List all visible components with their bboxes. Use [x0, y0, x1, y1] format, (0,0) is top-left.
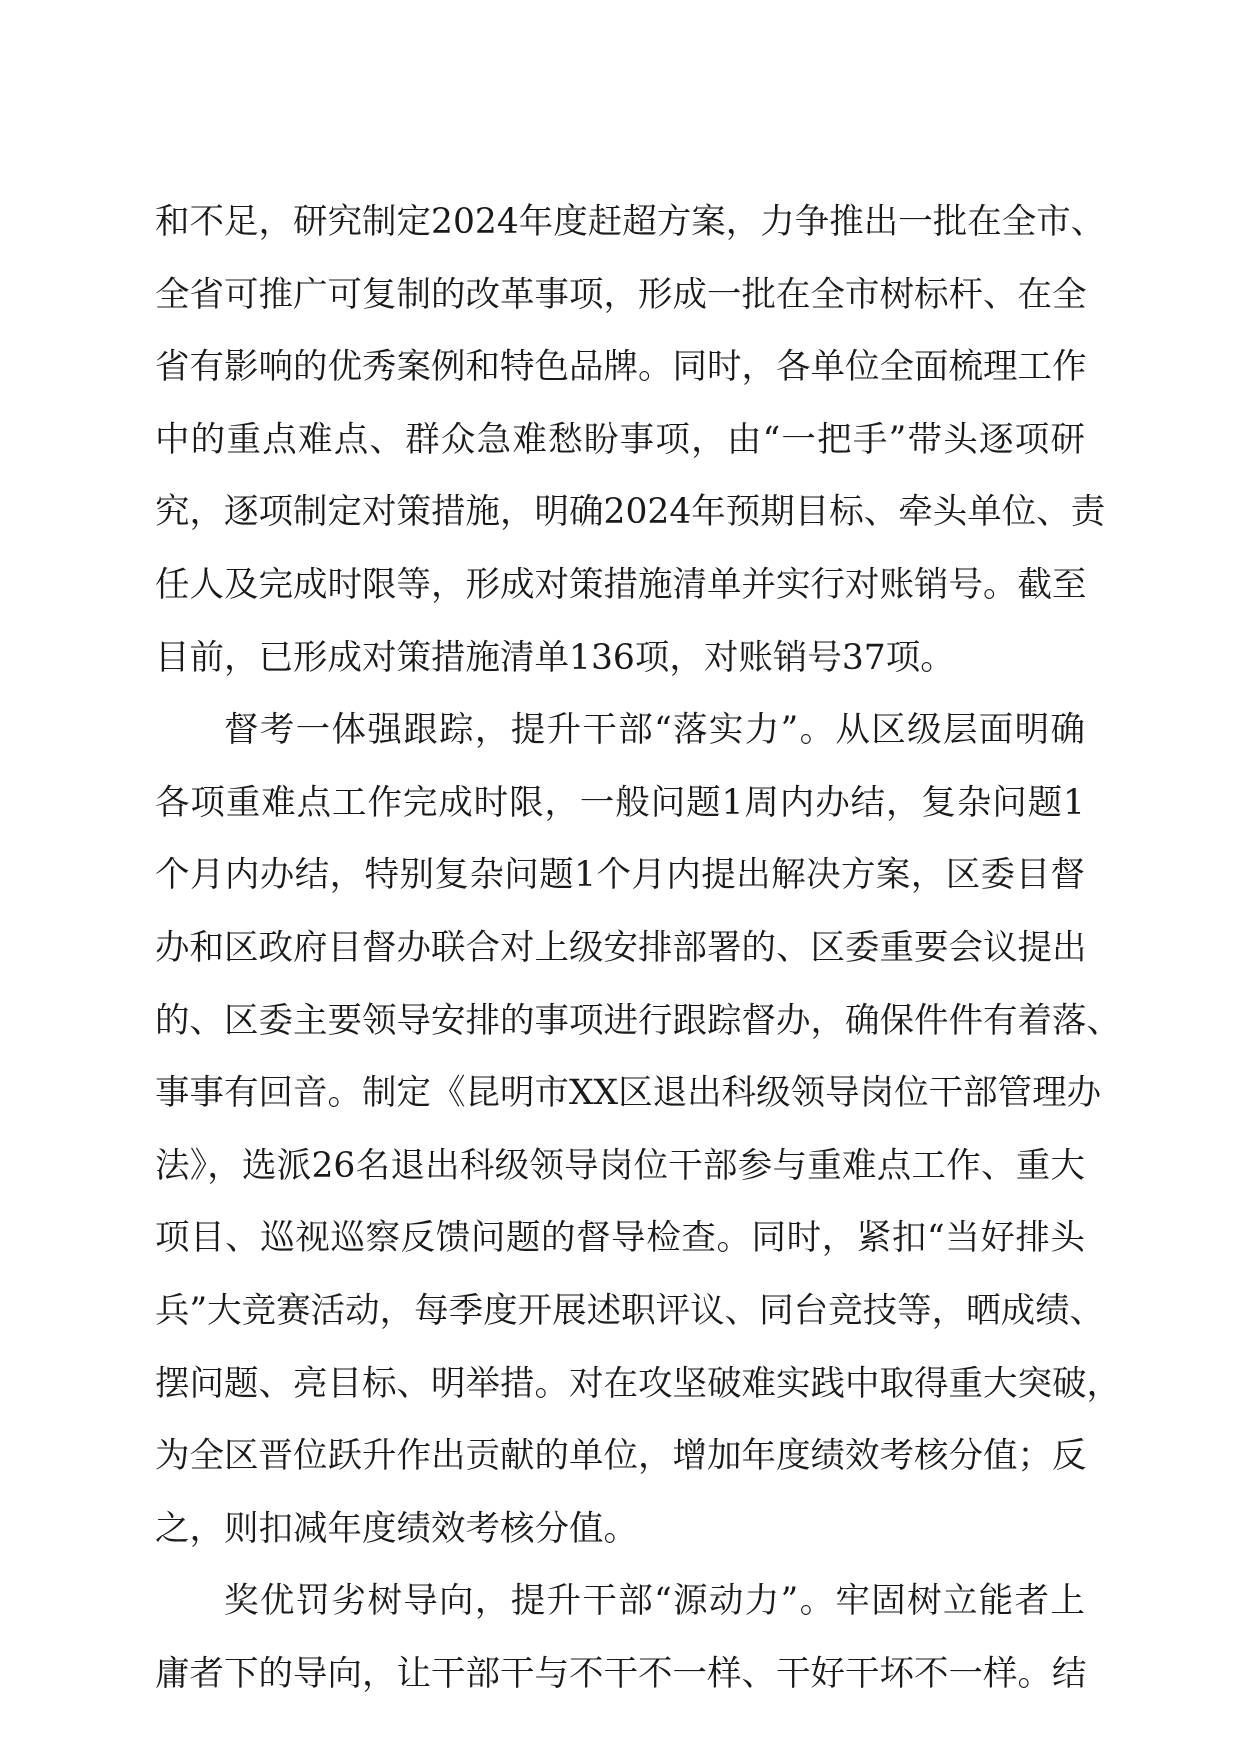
- text-line: 法》，选派26名退出科级领导岗位干部参与重难点工作、重大: [155, 1145, 1085, 1186]
- text-line: 各项重难点工作完成时限，一般问题1周内办结，复杂问题1: [155, 782, 1085, 823]
- text-line: 兵”大竞赛活动，每季度开展述职评议、同台竞技等，晒成绩、: [155, 1290, 1105, 1331]
- paragraph-heading-line: 督考一体强跟踪，提升干部“落实力”。从区级层面明确: [224, 710, 1085, 751]
- text-line: 目前，已形成对策措施清单136项，对账销号37项。: [155, 637, 955, 678]
- text-line: 个月内办结，特别复杂问题1个月内提出解决方案，区委目督: [155, 855, 1085, 896]
- text-line: 究，逐项制定对策措施，明确2024年预期目标、牵头单位、责: [155, 492, 1106, 533]
- body-text: [155, 186, 1121, 1710]
- text-line: 全省可推广可复制的改革事项，形成一批在全市树标杆、在全: [155, 274, 1087, 315]
- text-line: 项目、巡视巡察反馈问题的督导检查。同时，紧扣“当好排头: [155, 1218, 1085, 1259]
- text-line: 事事有回音。制定《昆明市XX区退出科级领导岗位干部管理办: [155, 1073, 1102, 1114]
- text-line: 办和区政府目督办联合对上级安排部署的、区委重要会议提出: [155, 927, 1087, 968]
- text-line: 为全区晋位跃升作出贡献的单位，增加年度绩效考核分值；反: [155, 1436, 1087, 1477]
- text-line: 和不足，研究制定2024年度赶超方案，力争推出一批在全市、: [155, 202, 1106, 242]
- text-line: 庸者下的导向，让干部干与不干不一样、干好干坏不一样。结: [155, 1653, 1087, 1694]
- text-line: 中的重点难点、群众急难愁盼事项，由“一把手”带头逐项研: [155, 419, 1085, 460]
- text-line: 省有影响的优秀案例和特色品牌。同时，各单位全面梳理工作: [155, 347, 1087, 388]
- text-line: 之，则扣减年度绩效考核分值。: [155, 1508, 638, 1549]
- paragraph-heading-line: 奖优罚劣树导向，提升干部“源动力”。牢固树立能者上: [224, 1581, 1085, 1622]
- text-line: 的、区委主要领导安排的事项进行跟踪督办，确保件件有着落、: [155, 1000, 1121, 1041]
- text-line: 任人及完成时限等，形成对策措施清单并实行对账销号。截至: [155, 564, 1087, 605]
- text-line: 摆问题、亮目标、明举措。对在攻坚破难实践中取得重大突破，: [155, 1363, 1121, 1404]
